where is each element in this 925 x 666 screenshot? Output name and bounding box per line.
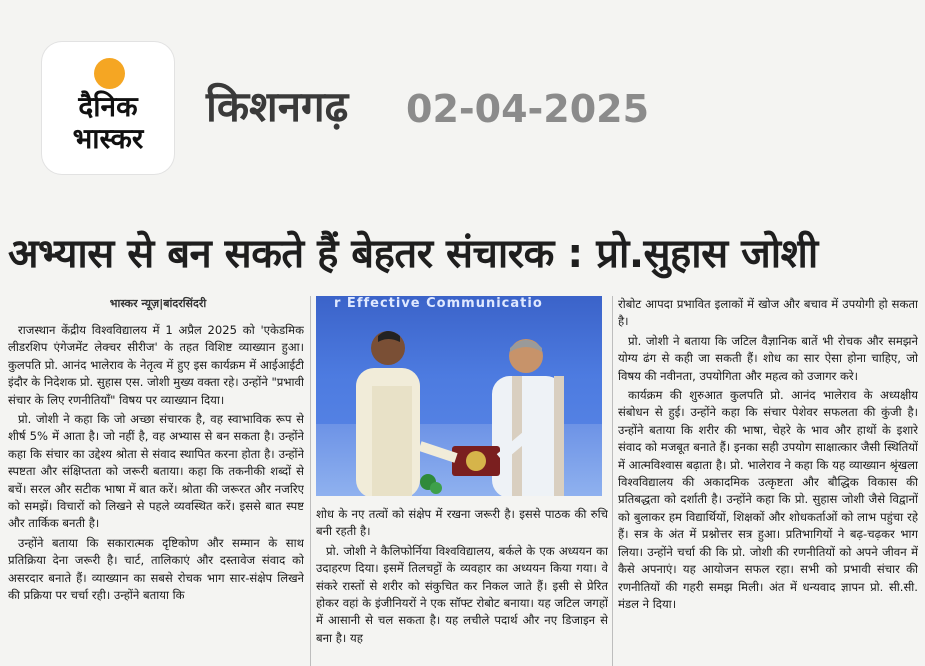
paragraph: उन्होंने बताया कि सकारात्मक दृष्टिकोण और सम्मान के साथ प्रतिक्रिया देना जरूरी है। चार्ट, तालिकाएं और दस्तावेज संवाद को असरदार बनाते हैं। व्याख्यान का सबसे रोचक भाग सार-संक्षेप लिखने की प्रक्रिया पर चर्चा रही। उन्होंने बताया कि (8, 535, 304, 603)
logo-line-1: दैनिक (78, 90, 138, 123)
photo-banner-text: r Effective Communicatio (334, 296, 543, 311)
paragraph: कार्यक्रम की शुरुआत कुलपति प्रो. आनंद भालेराव के अध्यक्षीय संबोधन से हुई। उन्होंने कहा कि संचार पेशेवर सफलता की कुंजी है। उन्होंने बताया कि शरीर की भाषा, चेहरे के भाव और हाथों के इशारे संवाद को मजबूत बनाते हैं। इनका सही उपयोग साक्षात्कार जैसी स्थितियों में आत्मविश्वास बढ़ाता है। प्रो. भालेराव ने कहा कि यह व्याख्यान श्रृंखला विश्वविद्यालय की अकादमिक उत्कृष्टता और बौद्धिक विकास की प्रतिबद्धता को दर्शाती है। उन्होंने कहा कि प्रो. सुहास जोशी जैसे विद्वानों को बुलाकर हम विद्यार्थियों, शिक्षकों और शोधकर्ताओं को लाभ पहुंचा रहे हैं। सत्र के अंत में प्रश्नोत्तर सत्र हुआ। प्रतिभागियों ने बढ़-चढ़कर भाग लिया। उन्होंने चर्चा की कि प्रो. जोशी की रणनीतियों को अपने जीवन में कैसे अपनाएं। यह आयोजन सफल रहा। सभी को प्रभावी संचार की रणनीतियों की गहरी समझ मिली। अंत में धन्यवाद ज्ञापन प्रो. सी.सी. मंडल ने दिया। (618, 388, 918, 611)
paragraph: शोध के नए तत्वों को संक्षेप में रखना जरूरी है। इससे पाठक की रुचि बनी रहती है। (316, 507, 608, 539)
event-photo (316, 296, 602, 496)
paragraph: प्रो. जोशी ने कैलिफोर्निया विश्वविद्यालय, बर्कले के एक अध्ययन का उदाहरण दिया। इसमें तिलचट्टों के व्यवहार का अध्ययन किया गया। वे संकरे रास्तों से शरीर को संकुचित कर निकल जाते हैं। इसी से प्रेरित होकर वहां के इंजीनियरों ने एक सॉफ्ट रोबोट बनाया। यह जटिल जगहों में आसानी से चल सकता है। यह लचीले पदार्थ और नए डिजाइन से बना है। यह (316, 543, 608, 645)
headline: अभ्यास से बन सकते हैं बेहतर संचारक : प्रो.सुहास जोशी (8, 231, 818, 277)
edition-place: किशनगढ़ (206, 82, 349, 131)
paragraph: राजस्थान केंद्रीय विश्वविद्यालय में 1 अप्रैल 2025 को 'एकेडमिक लीडरशिप एंगेजमेंट लेक्चर सीरीज' के तहत विशिष्ट व्याख्यान हुआ। कुलपति प्रो. आनंद भालेराव के नेतृत्व में हुए इस कार्यक्रम में आईआईटी इंदौर के निदेशक प्रो. सुहास एस. जोशी मुख्य वक्ता रहे। उन्होंने "प्रभावी संचार के लिए रणनीतियाँ" विषय पर व्याख्यान दिया। (8, 323, 304, 407)
paragraph: रोबोट आपदा प्रभावित इलाकों में खोज और बचाव में उपयोगी हो सकता है। (618, 297, 918, 329)
column-divider (612, 296, 613, 666)
article-column-3 (618, 296, 918, 666)
article-column-2 (316, 506, 608, 666)
sun-icon (94, 58, 125, 89)
paragraph: प्रो. जोशी ने कहा कि जो अच्छा संचारक है, वह स्वाभाविक रूप से शीर्ष 5% में आता है। जो नहीं है, वह अभ्यास से बन सकता है। उन्होंने कहा कि संचार का उद्देश्य श्रोता से संवाद स्थापित करना होता है। उन्होंने स्पष्टता और संक्षिप्तता को जरूरी बताया। कहा कि तकनीकी शब्दों से बचें। सरल और सटीक भाषा में बात करें। श्रोता की जरूरत और नजरिए को समझें। विचारों को लिखने से पहले व्यवस्थित करें। इससे बात स्पष्ट और तार्किक बनती है। (8, 412, 304, 531)
column-divider (310, 296, 311, 666)
logo-line-2: भास्कर (72, 122, 144, 155)
byline: भास्कर न्यूज़|बांदरसिंदरी (109, 297, 207, 310)
dainik-bhaskar-logo (42, 42, 174, 174)
edition-date: 02-04-2025 (406, 87, 650, 131)
paragraph: प्रो. जोशी ने बताया कि जटिल वैज्ञानिक बातें भी रोचक और समझने योग्य ढंग से कही जा सकती हैं। शोध का सार ऐसा होना चाहिए, जो विषय की नवीनता, उपयोगिता और महत्व को उजागर करे। (618, 333, 918, 383)
article-column-1 (8, 322, 304, 666)
photo-people-illustration (316, 296, 602, 496)
